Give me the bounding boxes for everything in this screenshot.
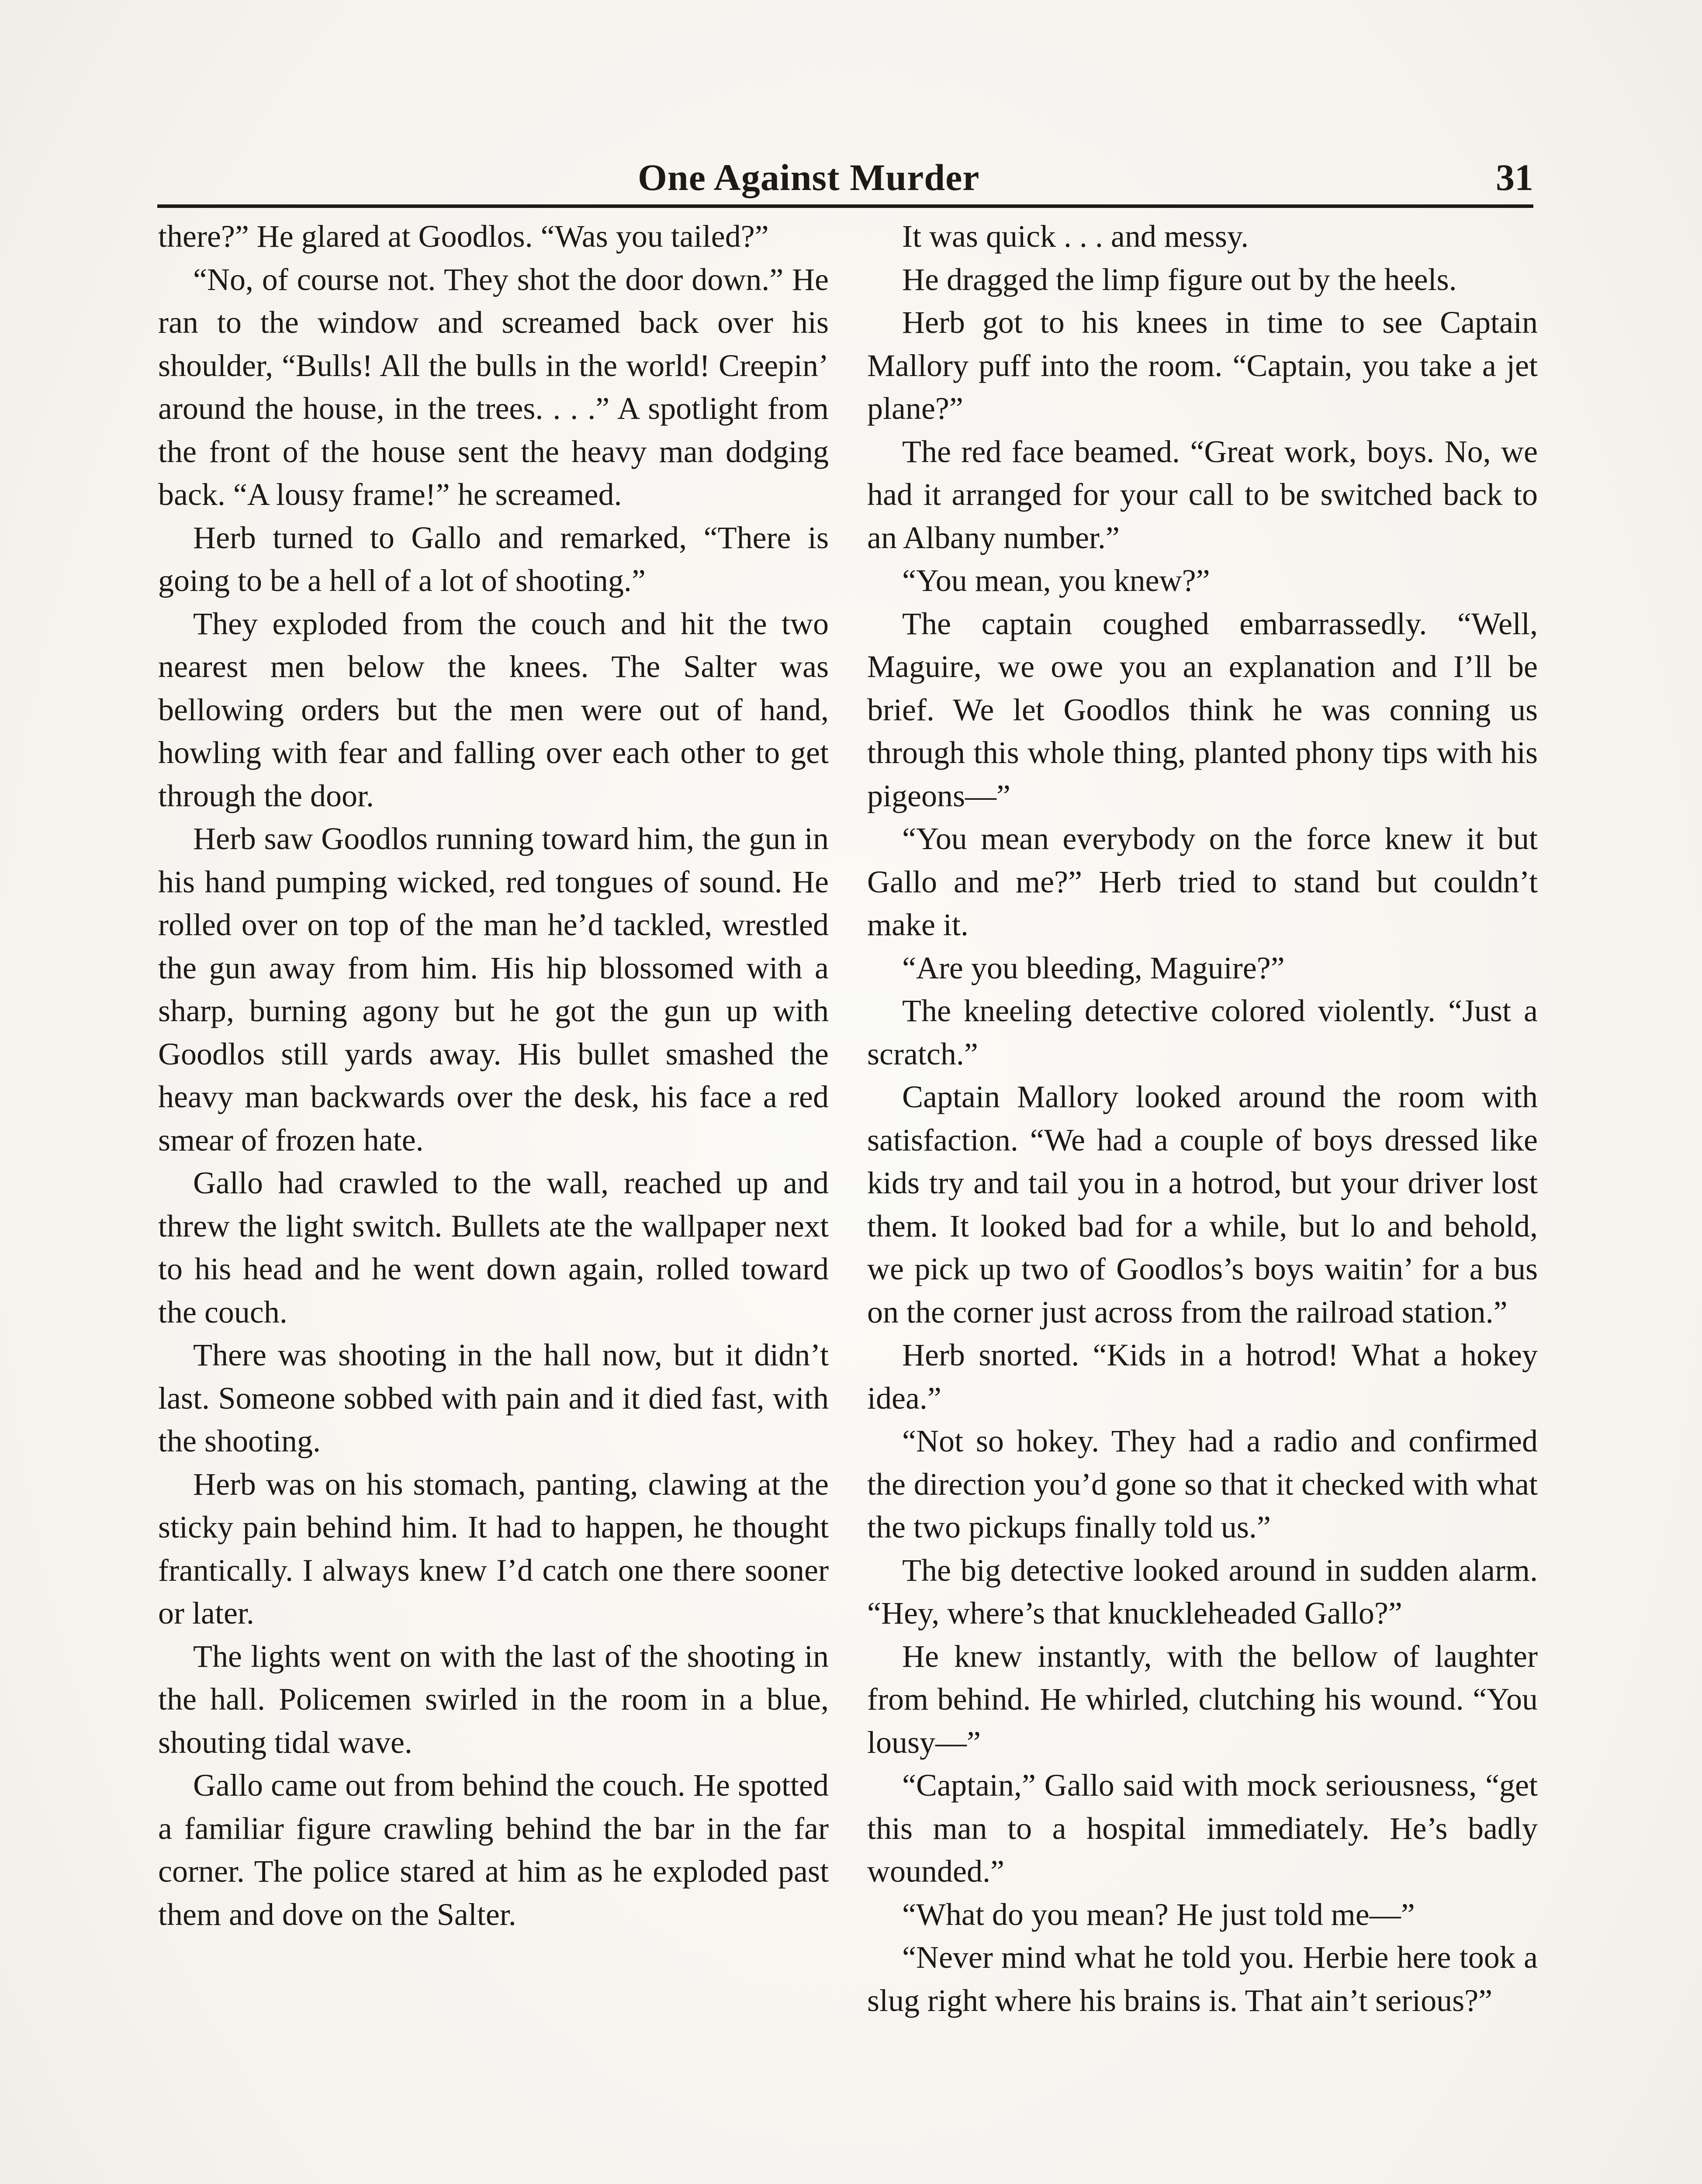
running-header — [157, 151, 1533, 204]
paragraph: “No, of course not. They shot the door down.” He ran to the window and screamed back over his shoulder, “Bulls! All the bulls in the world! Creepin’ around the house, in the trees. . . .” A spotlight from the front of the house sent the heavy man dodging back. “A lousy frame!” he screamed. — [158, 262, 829, 512]
paragraph: Herb got to his knees in time to see Captain Mallory puff into the room. “Captain, you take a jet plane?” — [867, 305, 1538, 426]
header-rule — [157, 204, 1533, 208]
paragraph: “What do you mean? He just told me—” — [902, 1897, 1415, 1932]
paragraph: There was shooting in the hall now, but it didn’t last. Someone sobbed with pain and it died fast, with the shooting. — [158, 1337, 829, 1458]
paragraph: “You mean everybody on the force knew it but Gallo and me?” Herb tried to stand but couldn’t make it. — [867, 821, 1538, 942]
paragraph: The lights went on with the last of the shooting in the hall. Policemen swirled in the room in a blue, shouting tidal wave. — [158, 1638, 829, 1760]
paragraph: He knew instantly, with the bellow of laughter from behind. He whirled, clutching his wound. “You lousy—” — [867, 1638, 1538, 1760]
left-column — [158, 215, 829, 1936]
page-number: 31 — [1496, 156, 1533, 198]
paragraph: “Never mind what he told you. Herbie here took a slug right where his brains is. That ain’t serious?” — [867, 1940, 1538, 2018]
paragraph: “Not so hokey. They had a radio and confirmed the direction you’d gone so that it checked with what the two pickups finally told us.” — [867, 1424, 1538, 1545]
paragraph: The red face beamed. “Great work, boys. No, we had it arranged for your call to be switched back to an Albany number.” — [867, 434, 1538, 555]
paragraph: Captain Mallory looked around the room with satisfaction. “We had a couple of boys dressed like kids try and tail you in a hotrod, but your driver lost them. It looked bad for a while, but lo and behold, we pick up two of Goodlos’s boys waitin’ for a bus on the corner just across from the railroad station.” — [867, 1079, 1538, 1330]
paragraph: “Are you bleeding, Maguire?” — [902, 950, 1285, 985]
paragraph: Herb snorted. “Kids in a hotrod! What a hokey idea.” — [867, 1337, 1538, 1416]
paragraph: They exploded from the couch and hit the two nearest men below the knees. The Salter was bellowing orders but the men were out of hand, howling with fear and falling over each other to get through the door. — [158, 606, 829, 813]
paragraph: The big detective looked around in sudden alarm. “Hey, where’s that knuckleheaded Gallo?” — [867, 1552, 1538, 1631]
running-title: One Against Murder — [638, 156, 980, 198]
paragraph: It was quick . . . and messy. — [902, 219, 1249, 254]
right-column — [867, 215, 1538, 2022]
paragraph: there?” He glared at Goodlos. “Was you tailed?” — [158, 219, 769, 254]
paragraph: Herb saw Goodlos running toward him, the gun in his hand pumping wicked, red tongues of sound. He rolled over on top of the man he’d tackled, wrestled the gun away from him. His hip blossomed with a sharp, burning agony but he got the gun up with Goodlos still yards away. His bullet smashed the heavy man backwards over the desk, his face a red smear of frozen hate. — [158, 821, 829, 1158]
paragraph: “Captain,” Gallo said with mock seriousness, “get this man to a hospital immediately. He’s badly wounded.” — [867, 1768, 1538, 1889]
paragraph: Herb was on his stomach, panting, clawing at the sticky pain behind him. It had to happen, he thought frantically. I always knew I’d catch one there sooner or later. — [158, 1466, 829, 1631]
paragraph: Gallo had crawled to the wall, reached up and threw the light switch. Bullets ate the wallpaper next to his head and he went down again, rolled toward the couch. — [158, 1165, 829, 1330]
paragraph: The captain coughed embarrassedly. “Well, Maguire, we owe you an explanation and I’ll be brief. We let Goodlos think he was conning us through this whole thing, planted phony tips with his pigeons—” — [867, 606, 1538, 813]
paragraph: “You mean, you knew?” — [902, 563, 1210, 598]
paragraph: Herb turned to Gallo and remarked, “There is going to be a hell of a lot of shooting.” — [158, 520, 829, 598]
paragraph: Gallo came out from behind the couch. He spotted a familiar figure crawling behind the bar in the far corner. The police stared at him as he exploded past them and dove on the Salter. — [158, 1768, 829, 1932]
paragraph: He dragged the limp figure out by the heels. — [902, 262, 1457, 297]
paragraph: The kneeling detective colored violently. “Just a scratch.” — [867, 993, 1538, 1071]
